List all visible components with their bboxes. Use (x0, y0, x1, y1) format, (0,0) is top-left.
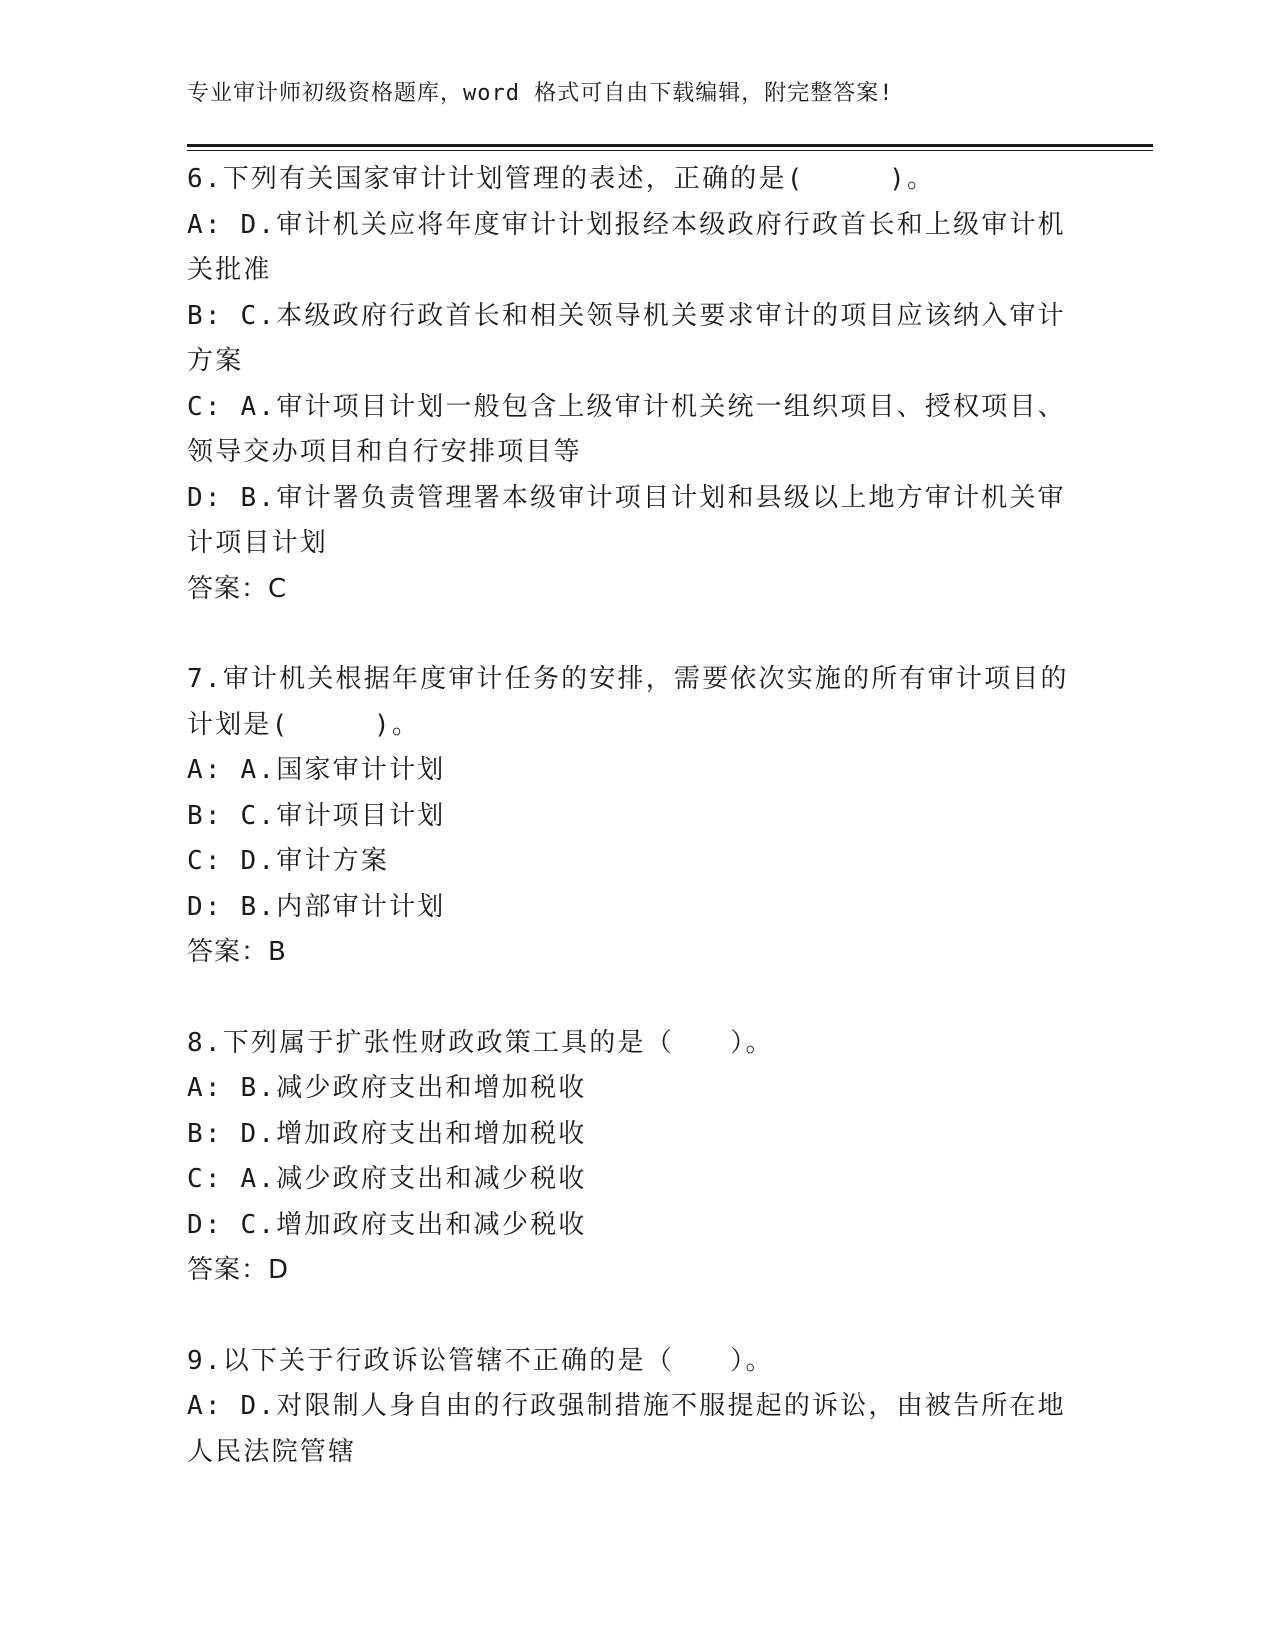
question-stem: 8.下列属于扩张性财政政策工具的是（ ）。 (187, 1027, 774, 1058)
option-a: A: A.国家审计计划 (187, 755, 446, 785)
option-b: B: D.增加政府支出和增加税收 (187, 1118, 587, 1149)
header-divider-thick (187, 144, 1153, 147)
question-8 (187, 1021, 1087, 1294)
question-stem: 9.以下关于行政诉讼管辖不正确的是（ ）。 (187, 1345, 774, 1376)
option-a: A: D.审计机关应将年度审计计划报经本级政府行政首长和上级审计机关批准 (187, 209, 1066, 285)
page-header: 专业审计师初级资格题库，word 格式可自由下载编辑，附完整答案! (187, 81, 894, 106)
option-c: C: D.审计方案 (187, 846, 390, 876)
option-d: D: C.增加政府支出和减少税收 (187, 1209, 587, 1240)
header-divider-thin (187, 150, 1153, 151)
question-stem: 7.审计机关根据年度审计任务的安排，需要依次实施的所有审计项目的计划是( )。 (187, 664, 1069, 740)
question-stem: 6.下列有关国家审计计划管理的表述，正确的是( )。 (187, 164, 936, 194)
answer: 答案：B (187, 937, 287, 967)
question-6 (187, 157, 1087, 612)
option-b: B: C.审计项目计划 (187, 800, 446, 831)
option-c: C: A.减少政府支出和减少税收 (187, 1164, 587, 1194)
question-7 (187, 657, 1087, 976)
answer: 答案：D (187, 1255, 290, 1285)
option-d: D: B.审计署负责管理署本级审计项目计划和县级以上地方审计机关审计项目计划 (187, 482, 1066, 558)
answer: 答案：C (187, 573, 288, 604)
option-b: B: C.本级政府行政首长和相关领导机关要求审计的项目应该纳入审计方案 (187, 300, 1066, 376)
option-d: D: B.内部审计计划 (187, 891, 446, 922)
option-c: C: A.审计项目计划一般包含上级审计机关统一组织项目、授权项目、领导交办项目和自行安排项目等 (187, 391, 1066, 467)
option-a: A: B.减少政府支出和增加税收 (187, 1073, 587, 1103)
question-9 (187, 1339, 1087, 1476)
question-list (187, 157, 1087, 1520)
option-a: A: D.对限制人身自由的行政强制措施不服提起的诉讼，由被告所在地人民法院管辖 (187, 1391, 1066, 1467)
